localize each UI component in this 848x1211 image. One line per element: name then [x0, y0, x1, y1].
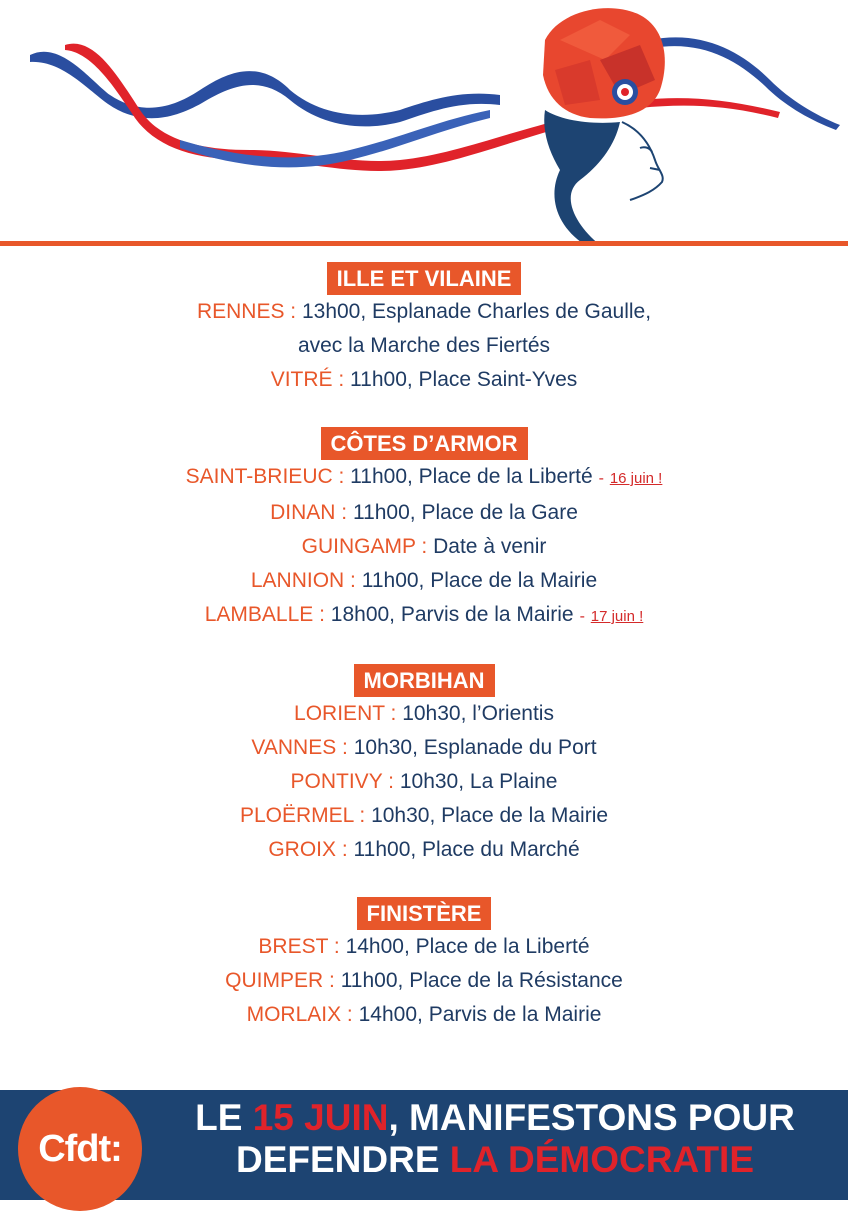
list-item: GUINGAMP : Date à venir — [301, 535, 547, 558]
list-item: MORLAIX : 14h00, Parvis de la Mairie — [246, 1003, 602, 1026]
list-item: VANNES : 10h30, Esplanade du Port — [251, 736, 597, 759]
list-item: LORIENT : 10h30, l’Orientis — [294, 702, 554, 725]
list-item: VITRÉ : 11h00, Place Saint-Yves — [270, 368, 578, 391]
list-item: BREST : 14h00, Place de la Liberté — [258, 935, 590, 958]
section-morbihan — [0, 664, 848, 867]
right-blue-ribbon — [650, 37, 840, 130]
list-item: PONTIVY : 10h30, La Plaine — [290, 770, 558, 793]
region-heading: CÔTES D’ARMOR — [321, 427, 528, 460]
region-heading: FINISTÈRE — [357, 897, 492, 930]
date-note: 16 juin ! — [609, 470, 663, 487]
list-item: avec la Marche des Fiertés — [297, 334, 551, 357]
section-finistere — [0, 897, 848, 1032]
marianne-illustration — [0, 0, 848, 250]
cfdt-logo: Cfdt: — [18, 1087, 142, 1211]
date-note: 17 juin ! — [590, 608, 644, 625]
region-heading: ILLE ET VILAINE — [327, 262, 522, 295]
region-heading: MORBIHAN — [354, 664, 495, 697]
list-item: PLOËRMEL : 10h30, Place de la Mairie — [239, 804, 609, 827]
list-item: LANNION : 11h00, Place de la Mairie — [250, 569, 598, 592]
list-item: SAINT-BRIEUC : 11h00, Place de la Liberté - 16 juin ! — [185, 465, 663, 488]
hair — [544, 110, 620, 245]
right-red-ribbon — [640, 98, 780, 118]
divider-rule — [0, 241, 848, 246]
slogan: LE 15 JUIN, MANIFESTONS POUR DEFENDRE LA DÉMOCRATIE — [195, 1097, 795, 1180]
events-list — [0, 262, 848, 1062]
list-item: RENNES : 13h00, Esplanade Charles de Gaulle, — [196, 300, 652, 323]
face-profile — [622, 122, 663, 200]
section-ille-et-vilaine — [0, 262, 848, 397]
section-cotes-darmor — [0, 427, 848, 634]
list-item: GROIX : 11h00, Place du Marché — [268, 838, 580, 861]
list-item: LAMBALLE : 18h00, Parvis de la Mairie - 17 juin ! — [204, 603, 644, 626]
list-item: QUIMPER : 11h00, Place de la Résistance — [225, 969, 623, 992]
list-item: DINAN : 11h00, Place de la Gare — [270, 501, 578, 524]
